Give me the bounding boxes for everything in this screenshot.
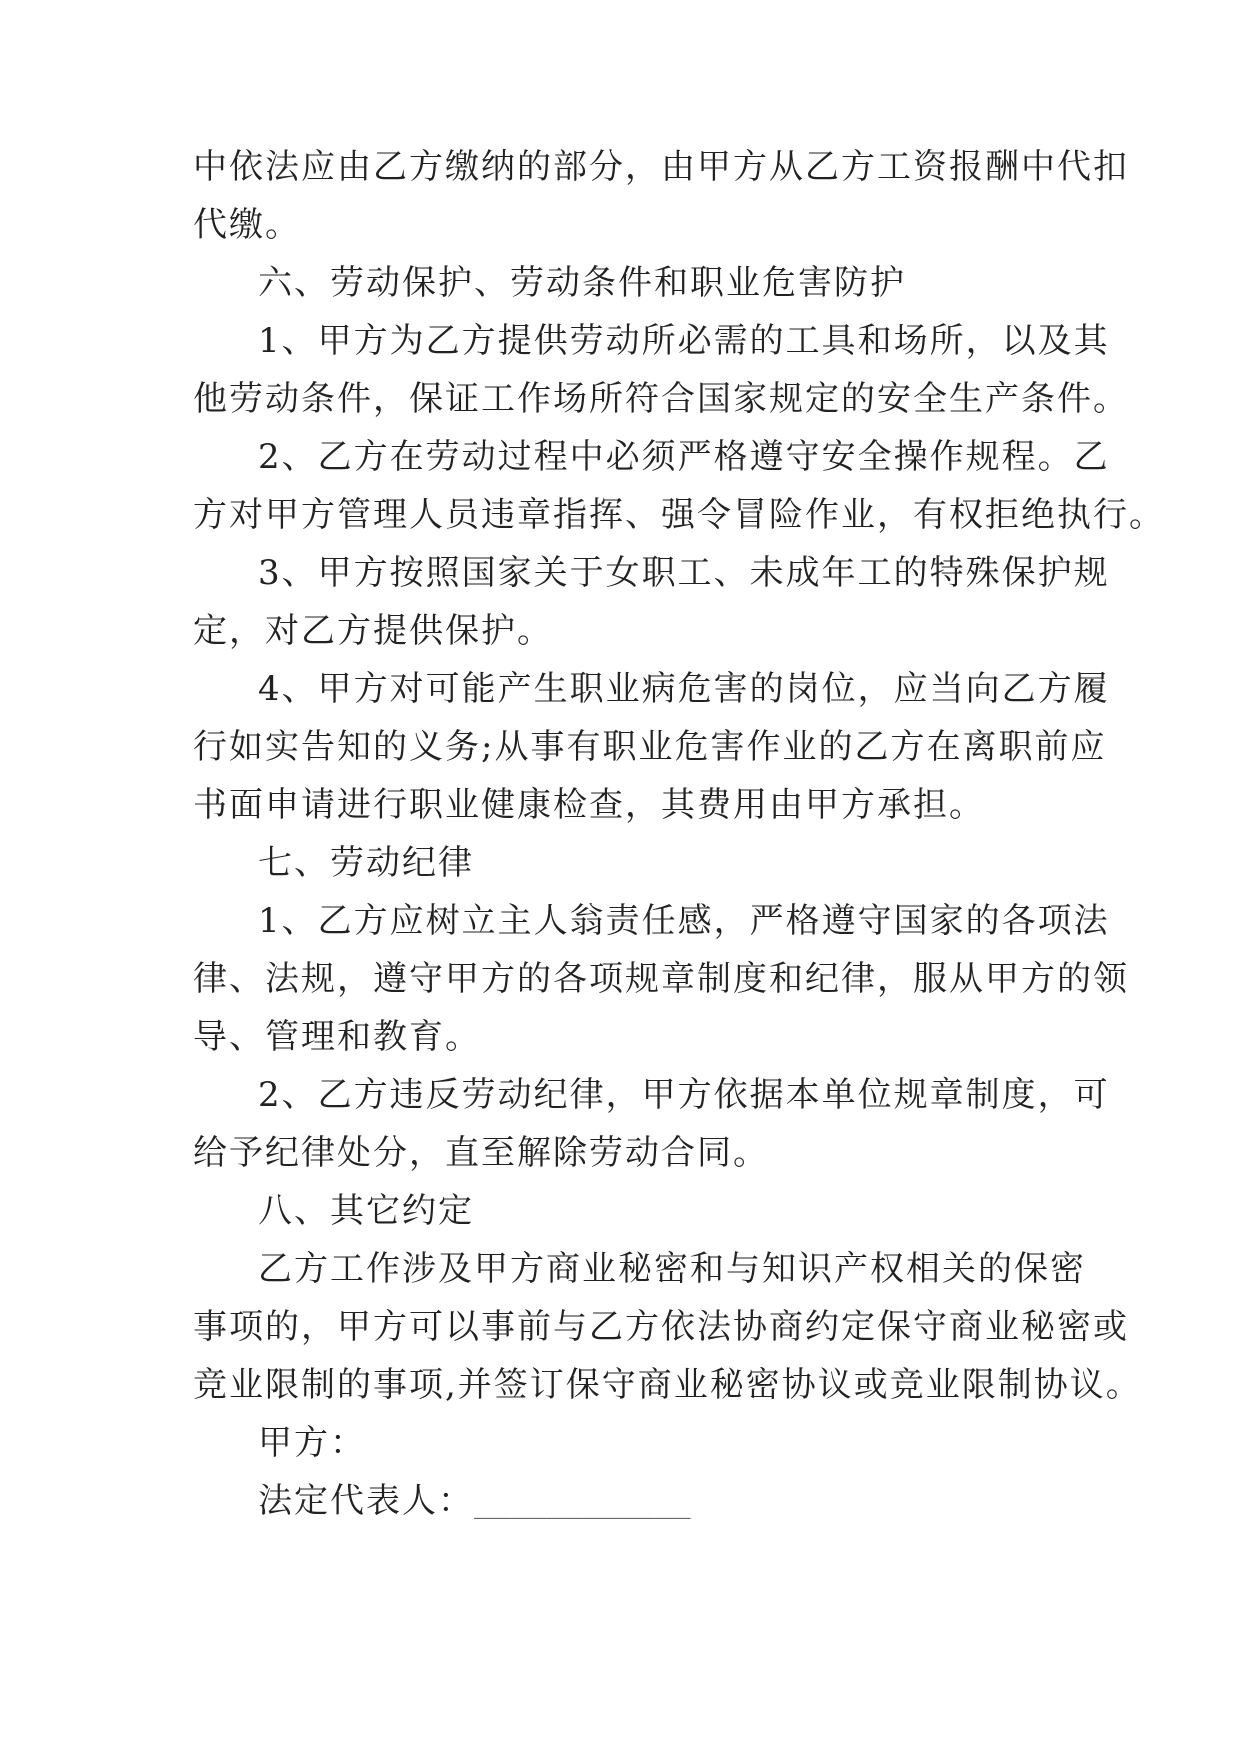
text-line: 导、管理和教育。 — [193, 1017, 481, 1057]
text-line: 3、甲方按照国家关于女职工、未成年工的特殊保护规 — [258, 553, 1110, 593]
text-line: 1、甲方为乙方提供劳动所必需的工具和场所，以及其 — [258, 321, 1110, 361]
signature-blank: ____________ — [474, 1485, 691, 1520]
text-line: 1、乙方应树立主人翁责任感，严格遵守国家的各项法 — [258, 901, 1110, 941]
text-line: 书面申请进行职业健康检查，其费用由甲方承担。 — [193, 785, 985, 825]
text-line: 代缴。 — [193, 205, 301, 245]
text-line: 他劳动条件，保证工作场所符合国家规定的安全生产条件。 — [193, 379, 1129, 419]
signature-row — [258, 1472, 1138, 1530]
text-line: 给予纪律处分，直至解除劳动合同。 — [193, 1133, 769, 1173]
text-line: 方对甲方管理人员违章指挥、强令冒险作业，有权拒绝执行。 — [193, 495, 1165, 535]
party-a-label: 甲方： — [258, 1423, 366, 1463]
text-line: 4、甲方对可能产生职业病危害的岗位，应当向乙方履 — [258, 669, 1110, 709]
text-line: 2、乙方在劳动过程中必须严格遵守安全操作规程。乙 — [258, 437, 1110, 477]
text-line: 行如实告知的义务;从事有职业危害作业的乙方在离职前应 — [193, 727, 1107, 767]
text-line: 2、乙方违反劳动纪律，甲方依据本单位规章制度，可 — [258, 1075, 1110, 1115]
section-heading: 七、劳动纪律 — [258, 843, 474, 883]
text-line: 律、法规，遵守甲方的各项规章制度和纪律，服从甲方的领 — [193, 959, 1129, 999]
text-line: 中依法应由乙方缴纳的部分，由甲方从乙方工资报酬中代扣 — [193, 147, 1129, 187]
text-line: 乙方工作涉及甲方商业秘密和与知识产权相关的保密 — [258, 1249, 1086, 1289]
text-line: 事项的，甲方可以事前与乙方依法协商约定保守商业秘密或 — [193, 1307, 1129, 1347]
text-line: 定，对乙方提供保护。 — [193, 611, 553, 651]
legal-representative-label: 法定代表人： — [258, 1481, 474, 1521]
section-heading: 六、劳动保护、劳动条件和职业危害防护 — [258, 263, 906, 303]
text-line: 竞业限制的事项,并签订保守商业秘密协议或竞业限制协议。 — [193, 1365, 1142, 1405]
section-heading: 八、其它约定 — [258, 1191, 474, 1231]
